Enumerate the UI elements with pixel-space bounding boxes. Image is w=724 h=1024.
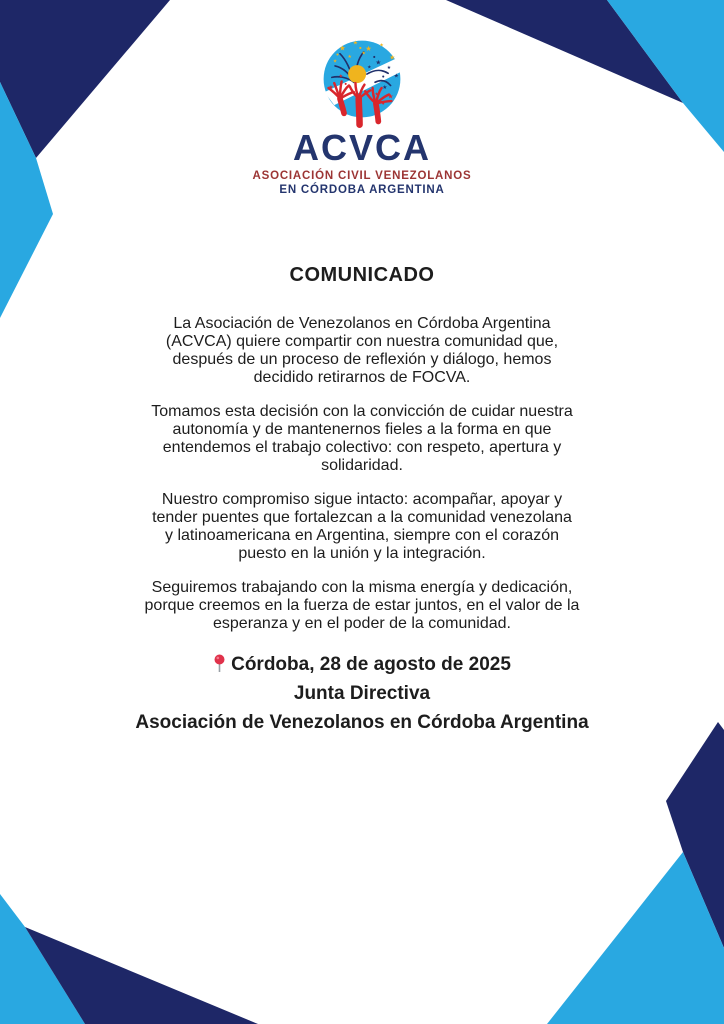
paragraph-line: y latinoamericana en Argentina, siempre con el corazón [165,527,559,544]
svg-text:★: ★ [332,58,338,65]
logo-sun [348,65,366,83]
body-copy [0,315,724,633]
paragraph-line: (ACVCA) quiere compartir con nuestra comunidad que, [165,333,559,350]
paragraph-line: decidido retirarnos de FOCVA. [253,369,471,386]
date-line [0,650,724,679]
paragraph-line: solidaridad. [321,457,403,474]
svg-text:★: ★ [379,42,384,49]
svg-text:★: ★ [386,65,392,72]
svg-text:★: ★ [347,53,352,60]
svg-text:★: ★ [393,73,399,80]
paragraph-line: entendemos el trabajo colectivo: con respeto, apertura y [162,439,562,456]
paragraph-line: esperanza y en el poder de la comunidad. [213,615,511,632]
paragraph-line: porque creemos en la fuerza de estar juntos, en el valor de la [144,597,580,614]
paragraph-line: Tomamos esta decisión con la convicción de cuidar nuestra [151,403,573,420]
svg-text:★: ★ [367,64,372,71]
comunicado-heading: COMUNICADO [289,264,435,286]
svg-text:★: ★ [338,73,343,80]
acvca-logo-emblem [313,30,411,128]
signature-association: Asociación de Venezolanos en Córdoba Argentina [135,712,589,733]
svg-text:★: ★ [389,53,396,62]
paragraph-line: La Asociación de Venezolanos en Córdoba Argentina [173,315,551,332]
paragraph-line: Nuestro compromiso sigue intacto: acompañar, apoyar y [161,491,563,508]
signature-junta: Junta Directiva [293,683,431,704]
paragraph-line: puesto en la unión y la integración. [238,545,486,562]
svg-text:★: ★ [387,92,394,101]
paragraph-line: tender puentes que fortalezcan a la comunidad venezolana [152,509,572,526]
svg-text:★: ★ [328,84,334,91]
svg-text:★: ★ [339,43,346,53]
date-text: Córdoba, 28 de agosto de 2025 [231,654,511,675]
svg-text:★: ★ [374,91,379,98]
svg-text:★: ★ [361,50,366,57]
logo-subtitle-line2: EN CÓRDOBA ARGENTINA [279,184,445,196]
svg-text:★: ★ [365,44,372,54]
signature-block [0,650,724,737]
logo-acronym: ACVCA [292,127,431,168]
paragraph-line: después de un proceso de reflexión y diálogo, hemos [172,351,552,368]
svg-text:★: ★ [375,58,382,67]
round-pushpin-icon [213,654,226,673]
paragraph-line: Seguiremos trabajando con la misma energía y dedicación, [151,579,573,596]
logo-subtitle-line1: ASOCIACIÓN CIVIL VENEZOLANOS [252,170,472,182]
paragraph-line: autonomía y de mantenernos fieles a la forma en que [172,421,552,438]
svg-text:★: ★ [382,84,388,91]
svg-text:★: ★ [352,40,359,47]
